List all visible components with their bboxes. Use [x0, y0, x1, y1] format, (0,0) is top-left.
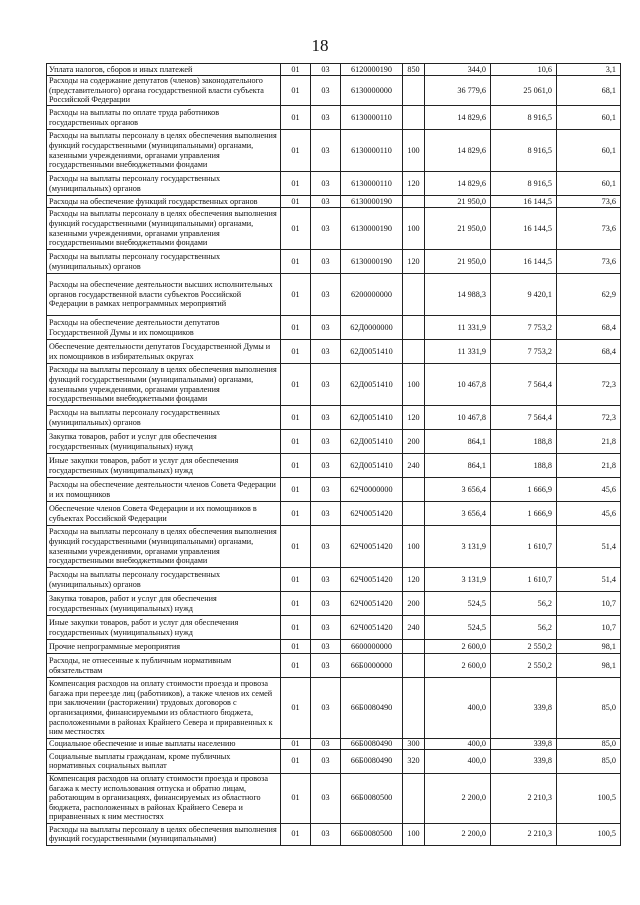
- cell-rz: 01: [281, 340, 311, 364]
- cell-pct: 3,1: [557, 64, 621, 76]
- cell-name: Расходы на обеспечение функций государственных органов: [47, 196, 281, 208]
- cell-plan: 14 829,6: [425, 172, 491, 196]
- cell-csr: 62Д0000000: [341, 316, 403, 340]
- cell-plan: 2 600,0: [425, 640, 491, 654]
- cell-csr: 62Ч0051420: [341, 616, 403, 640]
- cell-name: Расходы на выплаты персоналу в целях обеспечения выполнения функций государственными (муниципальными) органами, казенными учреждениями, органами управления государственными внебюджетными фондами: [47, 364, 281, 406]
- cell-plan: 3 131,9: [425, 526, 491, 568]
- cell-pr: 03: [311, 640, 341, 654]
- cell-plan: 14 988,3: [425, 274, 491, 316]
- cell-name: Расходы на выплаты по оплате труда работников государственных органов: [47, 106, 281, 130]
- cell-csr: 62Д0051410: [341, 454, 403, 478]
- cell-name: Расходы на выплаты персоналу в целях обеспечения выполнения функций государственными (муниципальными) органами, казенными учреждениями, органами управления государственными внебюджетными фондами: [47, 208, 281, 250]
- cell-exec: 9 420,1: [491, 274, 557, 316]
- cell-vr: [403, 640, 425, 654]
- cell-name: Расходы на выплаты персоналу государственных (муниципальных) органов: [47, 406, 281, 430]
- cell-vr: 320: [403, 749, 425, 773]
- cell-pct: 85,0: [557, 678, 621, 739]
- table-row: [47, 823, 621, 845]
- cell-rz: 01: [281, 364, 311, 406]
- cell-name: Закупка товаров, работ и услуг для обеспечения государственных (муниципальных) нужд: [47, 592, 281, 616]
- cell-plan: 10 467,8: [425, 364, 491, 406]
- table-row: [47, 526, 621, 568]
- cell-pr: 03: [311, 678, 341, 739]
- cell-exec: 10,6: [491, 64, 557, 76]
- cell-exec: 16 144,5: [491, 196, 557, 208]
- cell-csr: 66Б0000000: [341, 654, 403, 678]
- cell-name: Иные закупки товаров, работ и услуг для обеспечения государственных (муниципальных) нужд: [47, 454, 281, 478]
- cell-vr: [403, 773, 425, 823]
- cell-csr: 66Б0080490: [341, 749, 403, 773]
- cell-name: Расходы на содержание депутатов (членов) законодательного (представительного) органа государственной власти субъекта Российской Федерации: [47, 76, 281, 106]
- cell-vr: [403, 196, 425, 208]
- cell-rz: 01: [281, 250, 311, 274]
- cell-plan: 524,5: [425, 592, 491, 616]
- cell-plan: 864,1: [425, 430, 491, 454]
- cell-rz: 01: [281, 773, 311, 823]
- cell-name: Расходы, не отнесенные к публичным нормативным обязательствам: [47, 654, 281, 678]
- cell-name: Закупка товаров, работ и услуг для обеспечения государственных (муниципальных) нужд: [47, 430, 281, 454]
- cell-csr: 6130000110: [341, 172, 403, 196]
- table-row: [47, 430, 621, 454]
- cell-vr: 100: [403, 208, 425, 250]
- cell-name: Расходы на выплаты персоналу государственных (муниципальных) органов: [47, 568, 281, 592]
- cell-vr: 120: [403, 568, 425, 592]
- cell-csr: 62Д0051410: [341, 340, 403, 364]
- cell-csr: 62Ч0051420: [341, 526, 403, 568]
- cell-vr: [403, 654, 425, 678]
- cell-pr: 03: [311, 502, 341, 526]
- cell-pr: 03: [311, 773, 341, 823]
- cell-pr: 03: [311, 454, 341, 478]
- cell-rz: 01: [281, 502, 311, 526]
- cell-pr: 03: [311, 823, 341, 845]
- cell-name: Иные закупки товаров, работ и услуг для обеспечения государственных (муниципальных) нужд: [47, 616, 281, 640]
- cell-name: Расходы на обеспечение деятельности высших исполнительных органов государственной власти субъектов Российской Федерации в рамках непрограммных мероприятий: [47, 274, 281, 316]
- cell-plan: 36 779,6: [425, 76, 491, 106]
- cell-pr: 03: [311, 592, 341, 616]
- cell-exec: 56,2: [491, 592, 557, 616]
- cell-name: Компенсация расходов на оплату стоимости проезда и провоза багажа к месту использования отпуска и обратно лицам, работающим в организациях, финансируемых из областного бюджета, расположенных в районах Крайнего Севера и приравненных к ним местностях: [47, 773, 281, 823]
- cell-rz: 01: [281, 616, 311, 640]
- cell-exec: 16 144,5: [491, 250, 557, 274]
- cell-pct: 68,4: [557, 340, 621, 364]
- table-row: [47, 568, 621, 592]
- cell-rz: 01: [281, 678, 311, 739]
- cell-vr: 120: [403, 250, 425, 274]
- cell-exec: 339,8: [491, 749, 557, 773]
- cell-pct: 68,4: [557, 316, 621, 340]
- cell-vr: 240: [403, 616, 425, 640]
- cell-rz: 01: [281, 823, 311, 845]
- cell-rz: 01: [281, 316, 311, 340]
- cell-name: Расходы на обеспечение деятельности членов Совета Федерации и их помощников: [47, 478, 281, 502]
- cell-pr: 03: [311, 274, 341, 316]
- cell-rz: 01: [281, 274, 311, 316]
- cell-pct: 10,7: [557, 592, 621, 616]
- cell-plan: 11 331,9: [425, 340, 491, 364]
- cell-vr: 100: [403, 823, 425, 845]
- cell-pr: 03: [311, 172, 341, 196]
- cell-exec: 1 610,7: [491, 568, 557, 592]
- cell-pct: 51,4: [557, 568, 621, 592]
- cell-pct: 51,4: [557, 526, 621, 568]
- cell-rz: 01: [281, 654, 311, 678]
- cell-exec: 1 666,9: [491, 478, 557, 502]
- table-row: [47, 678, 621, 739]
- cell-plan: 344,0: [425, 64, 491, 76]
- cell-pr: 03: [311, 430, 341, 454]
- cell-name: Расходы на выплаты персоналу в целях обеспечения выполнения функций государственными (муниципальными): [47, 823, 281, 845]
- cell-name: Социальные выплаты гражданам, кроме публичных нормативных социальных выплат: [47, 749, 281, 773]
- cell-plan: 2 600,0: [425, 654, 491, 678]
- cell-plan: 21 950,0: [425, 196, 491, 208]
- table-row: [47, 64, 621, 76]
- table-row: [47, 478, 621, 502]
- cell-rz: 01: [281, 739, 311, 750]
- cell-vr: [403, 502, 425, 526]
- cell-name: Расходы на обеспечение деятельности депутатов Государственной Думы и их помощников: [47, 316, 281, 340]
- cell-pr: 03: [311, 340, 341, 364]
- cell-pr: 03: [311, 364, 341, 406]
- cell-pct: 21,8: [557, 454, 621, 478]
- cell-plan: 21 950,0: [425, 250, 491, 274]
- cell-pct: 68,1: [557, 76, 621, 106]
- table-row: [47, 640, 621, 654]
- cell-vr: 100: [403, 130, 425, 172]
- table-row: [47, 106, 621, 130]
- cell-name: Расходы на выплаты персоналу государственных (муниципальных) органов: [47, 172, 281, 196]
- cell-plan: 864,1: [425, 454, 491, 478]
- cell-csr: 6130000000: [341, 76, 403, 106]
- cell-rz: 01: [281, 454, 311, 478]
- cell-pct: 60,1: [557, 106, 621, 130]
- cell-pct: 73,6: [557, 208, 621, 250]
- table-row: [47, 654, 621, 678]
- cell-exec: 1 610,7: [491, 526, 557, 568]
- cell-pr: 03: [311, 749, 341, 773]
- cell-plan: 400,0: [425, 739, 491, 750]
- cell-plan: 2 200,0: [425, 823, 491, 845]
- table-row: [47, 364, 621, 406]
- cell-csr: 62Ч0051420: [341, 568, 403, 592]
- cell-rz: 01: [281, 430, 311, 454]
- cell-rz: 01: [281, 749, 311, 773]
- table-row: [47, 250, 621, 274]
- cell-pct: 73,6: [557, 196, 621, 208]
- cell-pct: 100,5: [557, 823, 621, 845]
- cell-pct: 72,3: [557, 364, 621, 406]
- cell-rz: 01: [281, 568, 311, 592]
- cell-name: Обеспечение членов Совета Федерации и их помощников в субъектах Российской Федерации: [47, 502, 281, 526]
- cell-vr: [403, 76, 425, 106]
- cell-rz: 01: [281, 106, 311, 130]
- table-row: [47, 172, 621, 196]
- cell-plan: 524,5: [425, 616, 491, 640]
- cell-pr: 03: [311, 106, 341, 130]
- cell-plan: 400,0: [425, 678, 491, 739]
- cell-pr: 03: [311, 130, 341, 172]
- table-row: [47, 196, 621, 208]
- cell-vr: [403, 274, 425, 316]
- cell-pr: 03: [311, 526, 341, 568]
- cell-exec: 2 550,2: [491, 654, 557, 678]
- table-row: [47, 773, 621, 823]
- cell-plan: 11 331,9: [425, 316, 491, 340]
- cell-exec: 2 210,3: [491, 773, 557, 823]
- cell-plan: 10 467,8: [425, 406, 491, 430]
- cell-pr: 03: [311, 196, 341, 208]
- cell-vr: [403, 316, 425, 340]
- cell-vr: 100: [403, 526, 425, 568]
- cell-csr: 6120000190: [341, 64, 403, 76]
- table-row: [47, 739, 621, 750]
- cell-vr: 850: [403, 64, 425, 76]
- cell-rz: 01: [281, 196, 311, 208]
- cell-exec: 7 564,4: [491, 406, 557, 430]
- cell-vr: [403, 106, 425, 130]
- cell-exec: 188,8: [491, 430, 557, 454]
- cell-exec: 188,8: [491, 454, 557, 478]
- cell-csr: 66Б0080500: [341, 773, 403, 823]
- cell-rz: 01: [281, 526, 311, 568]
- cell-pct: 62,9: [557, 274, 621, 316]
- cell-exec: 7 753,2: [491, 340, 557, 364]
- cell-plan: 2 200,0: [425, 773, 491, 823]
- cell-pct: 60,1: [557, 130, 621, 172]
- budget-table: [46, 63, 621, 846]
- cell-vr: 120: [403, 172, 425, 196]
- cell-vr: 300: [403, 739, 425, 750]
- cell-vr: 200: [403, 430, 425, 454]
- cell-rz: 01: [281, 76, 311, 106]
- cell-name: Расходы на выплаты персоналу государственных (муниципальных) органов: [47, 250, 281, 274]
- cell-plan: 14 829,6: [425, 106, 491, 130]
- cell-rz: 01: [281, 592, 311, 616]
- cell-csr: 6130000110: [341, 106, 403, 130]
- cell-pr: 03: [311, 208, 341, 250]
- cell-pct: 73,6: [557, 250, 621, 274]
- cell-pct: 21,8: [557, 430, 621, 454]
- cell-pct: 98,1: [557, 654, 621, 678]
- cell-vr: 100: [403, 364, 425, 406]
- table-row: [47, 208, 621, 250]
- cell-pr: 03: [311, 316, 341, 340]
- cell-rz: 01: [281, 64, 311, 76]
- cell-pr: 03: [311, 406, 341, 430]
- cell-exec: 2 550,2: [491, 640, 557, 654]
- cell-vr: 240: [403, 454, 425, 478]
- table-row: [47, 406, 621, 430]
- cell-exec: 339,8: [491, 678, 557, 739]
- cell-name: Прочие непрограммные мероприятия: [47, 640, 281, 654]
- table-row: [47, 340, 621, 364]
- cell-exec: 8 916,5: [491, 106, 557, 130]
- cell-pct: 85,0: [557, 749, 621, 773]
- cell-pct: 60,1: [557, 172, 621, 196]
- cell-vr: [403, 478, 425, 502]
- cell-pct: 100,5: [557, 773, 621, 823]
- cell-rz: 01: [281, 478, 311, 502]
- cell-plan: 3 656,4: [425, 502, 491, 526]
- cell-name: Расходы на выплаты персоналу в целях обеспечения выполнения функций государственными (муниципальными) органами, казенными учреждениями, органами управления государственными внебюджетными фондами: [47, 130, 281, 172]
- table-row: [47, 592, 621, 616]
- cell-exec: 7 753,2: [491, 316, 557, 340]
- cell-csr: 6600000000: [341, 640, 403, 654]
- table-row: [47, 316, 621, 340]
- cell-pct: 72,3: [557, 406, 621, 430]
- cell-rz: 01: [281, 406, 311, 430]
- cell-pr: 03: [311, 654, 341, 678]
- cell-exec: 7 564,4: [491, 364, 557, 406]
- cell-rz: 01: [281, 640, 311, 654]
- cell-name: Обеспечение деятельности депутатов Государственной Думы и их помощников в избирательных округах: [47, 340, 281, 364]
- cell-exec: 2 210,3: [491, 823, 557, 845]
- cell-rz: 01: [281, 208, 311, 250]
- table-row: [47, 76, 621, 106]
- cell-pct: 45,6: [557, 478, 621, 502]
- cell-exec: 8 916,5: [491, 130, 557, 172]
- table-row: [47, 502, 621, 526]
- cell-exec: 16 144,5: [491, 208, 557, 250]
- table-row: [47, 616, 621, 640]
- cell-vr: [403, 340, 425, 364]
- cell-exec: 25 061,0: [491, 76, 557, 106]
- cell-plan: 400,0: [425, 749, 491, 773]
- cell-csr: 6130000190: [341, 250, 403, 274]
- cell-csr: 62Ч0051420: [341, 592, 403, 616]
- cell-plan: 3 131,9: [425, 568, 491, 592]
- cell-pr: 03: [311, 616, 341, 640]
- cell-exec: 56,2: [491, 616, 557, 640]
- cell-rz: 01: [281, 130, 311, 172]
- cell-csr: 62Д0051410: [341, 364, 403, 406]
- cell-pr: 03: [311, 568, 341, 592]
- cell-csr: 62Д0051410: [341, 406, 403, 430]
- cell-pr: 03: [311, 478, 341, 502]
- cell-rz: 01: [281, 172, 311, 196]
- cell-name: Расходы на выплаты персоналу в целях обеспечения выполнения функций государственными (муниципальными) органами, казенными учреждениями, органами управления государственными внебюджетными фондами: [47, 526, 281, 568]
- cell-exec: 8 916,5: [491, 172, 557, 196]
- cell-vr: 200: [403, 592, 425, 616]
- cell-plan: 3 656,4: [425, 478, 491, 502]
- cell-pr: 03: [311, 76, 341, 106]
- table-row: [47, 130, 621, 172]
- cell-pr: 03: [311, 64, 341, 76]
- cell-csr: 62Ч0000000: [341, 478, 403, 502]
- cell-csr: 66Б0080490: [341, 678, 403, 739]
- cell-pct: 45,6: [557, 502, 621, 526]
- cell-plan: 14 829,6: [425, 130, 491, 172]
- cell-exec: 1 666,9: [491, 502, 557, 526]
- cell-csr: 6130000110: [341, 130, 403, 172]
- cell-pr: 03: [311, 739, 341, 750]
- cell-pr: 03: [311, 250, 341, 274]
- cell-csr: 6200000000: [341, 274, 403, 316]
- cell-csr: 66Б0080490: [341, 739, 403, 750]
- cell-name: Компенсация расходов на оплату стоимости проезда и провоза багажа при переезде лиц (работников), а также членов их семей при заключении (расторжении) трудовых договоров с организациями, финансируемыми из областного бюджета, расположенными в районах Крайнего Севера и приравненных к ним местностях: [47, 678, 281, 739]
- cell-pct: 85,0: [557, 739, 621, 750]
- cell-plan: 21 950,0: [425, 208, 491, 250]
- cell-exec: 339,8: [491, 739, 557, 750]
- table-row: [47, 749, 621, 773]
- page-number: 18: [311, 36, 329, 55]
- cell-pct: 98,1: [557, 640, 621, 654]
- cell-csr: 62Ч0051420: [341, 502, 403, 526]
- cell-csr: 6130000190: [341, 208, 403, 250]
- cell-vr: 120: [403, 406, 425, 430]
- table-row: [47, 454, 621, 478]
- cell-csr: 62Д0051410: [341, 430, 403, 454]
- cell-vr: [403, 678, 425, 739]
- table-row: [47, 274, 621, 316]
- cell-csr: 66Б0080500: [341, 823, 403, 845]
- cell-name: Уплата налогов, сборов и иных платежей: [47, 64, 281, 76]
- cell-name: Социальное обеспечение и иные выплаты населению: [47, 739, 281, 750]
- cell-pct: 10,7: [557, 616, 621, 640]
- cell-csr: 6130000190: [341, 196, 403, 208]
